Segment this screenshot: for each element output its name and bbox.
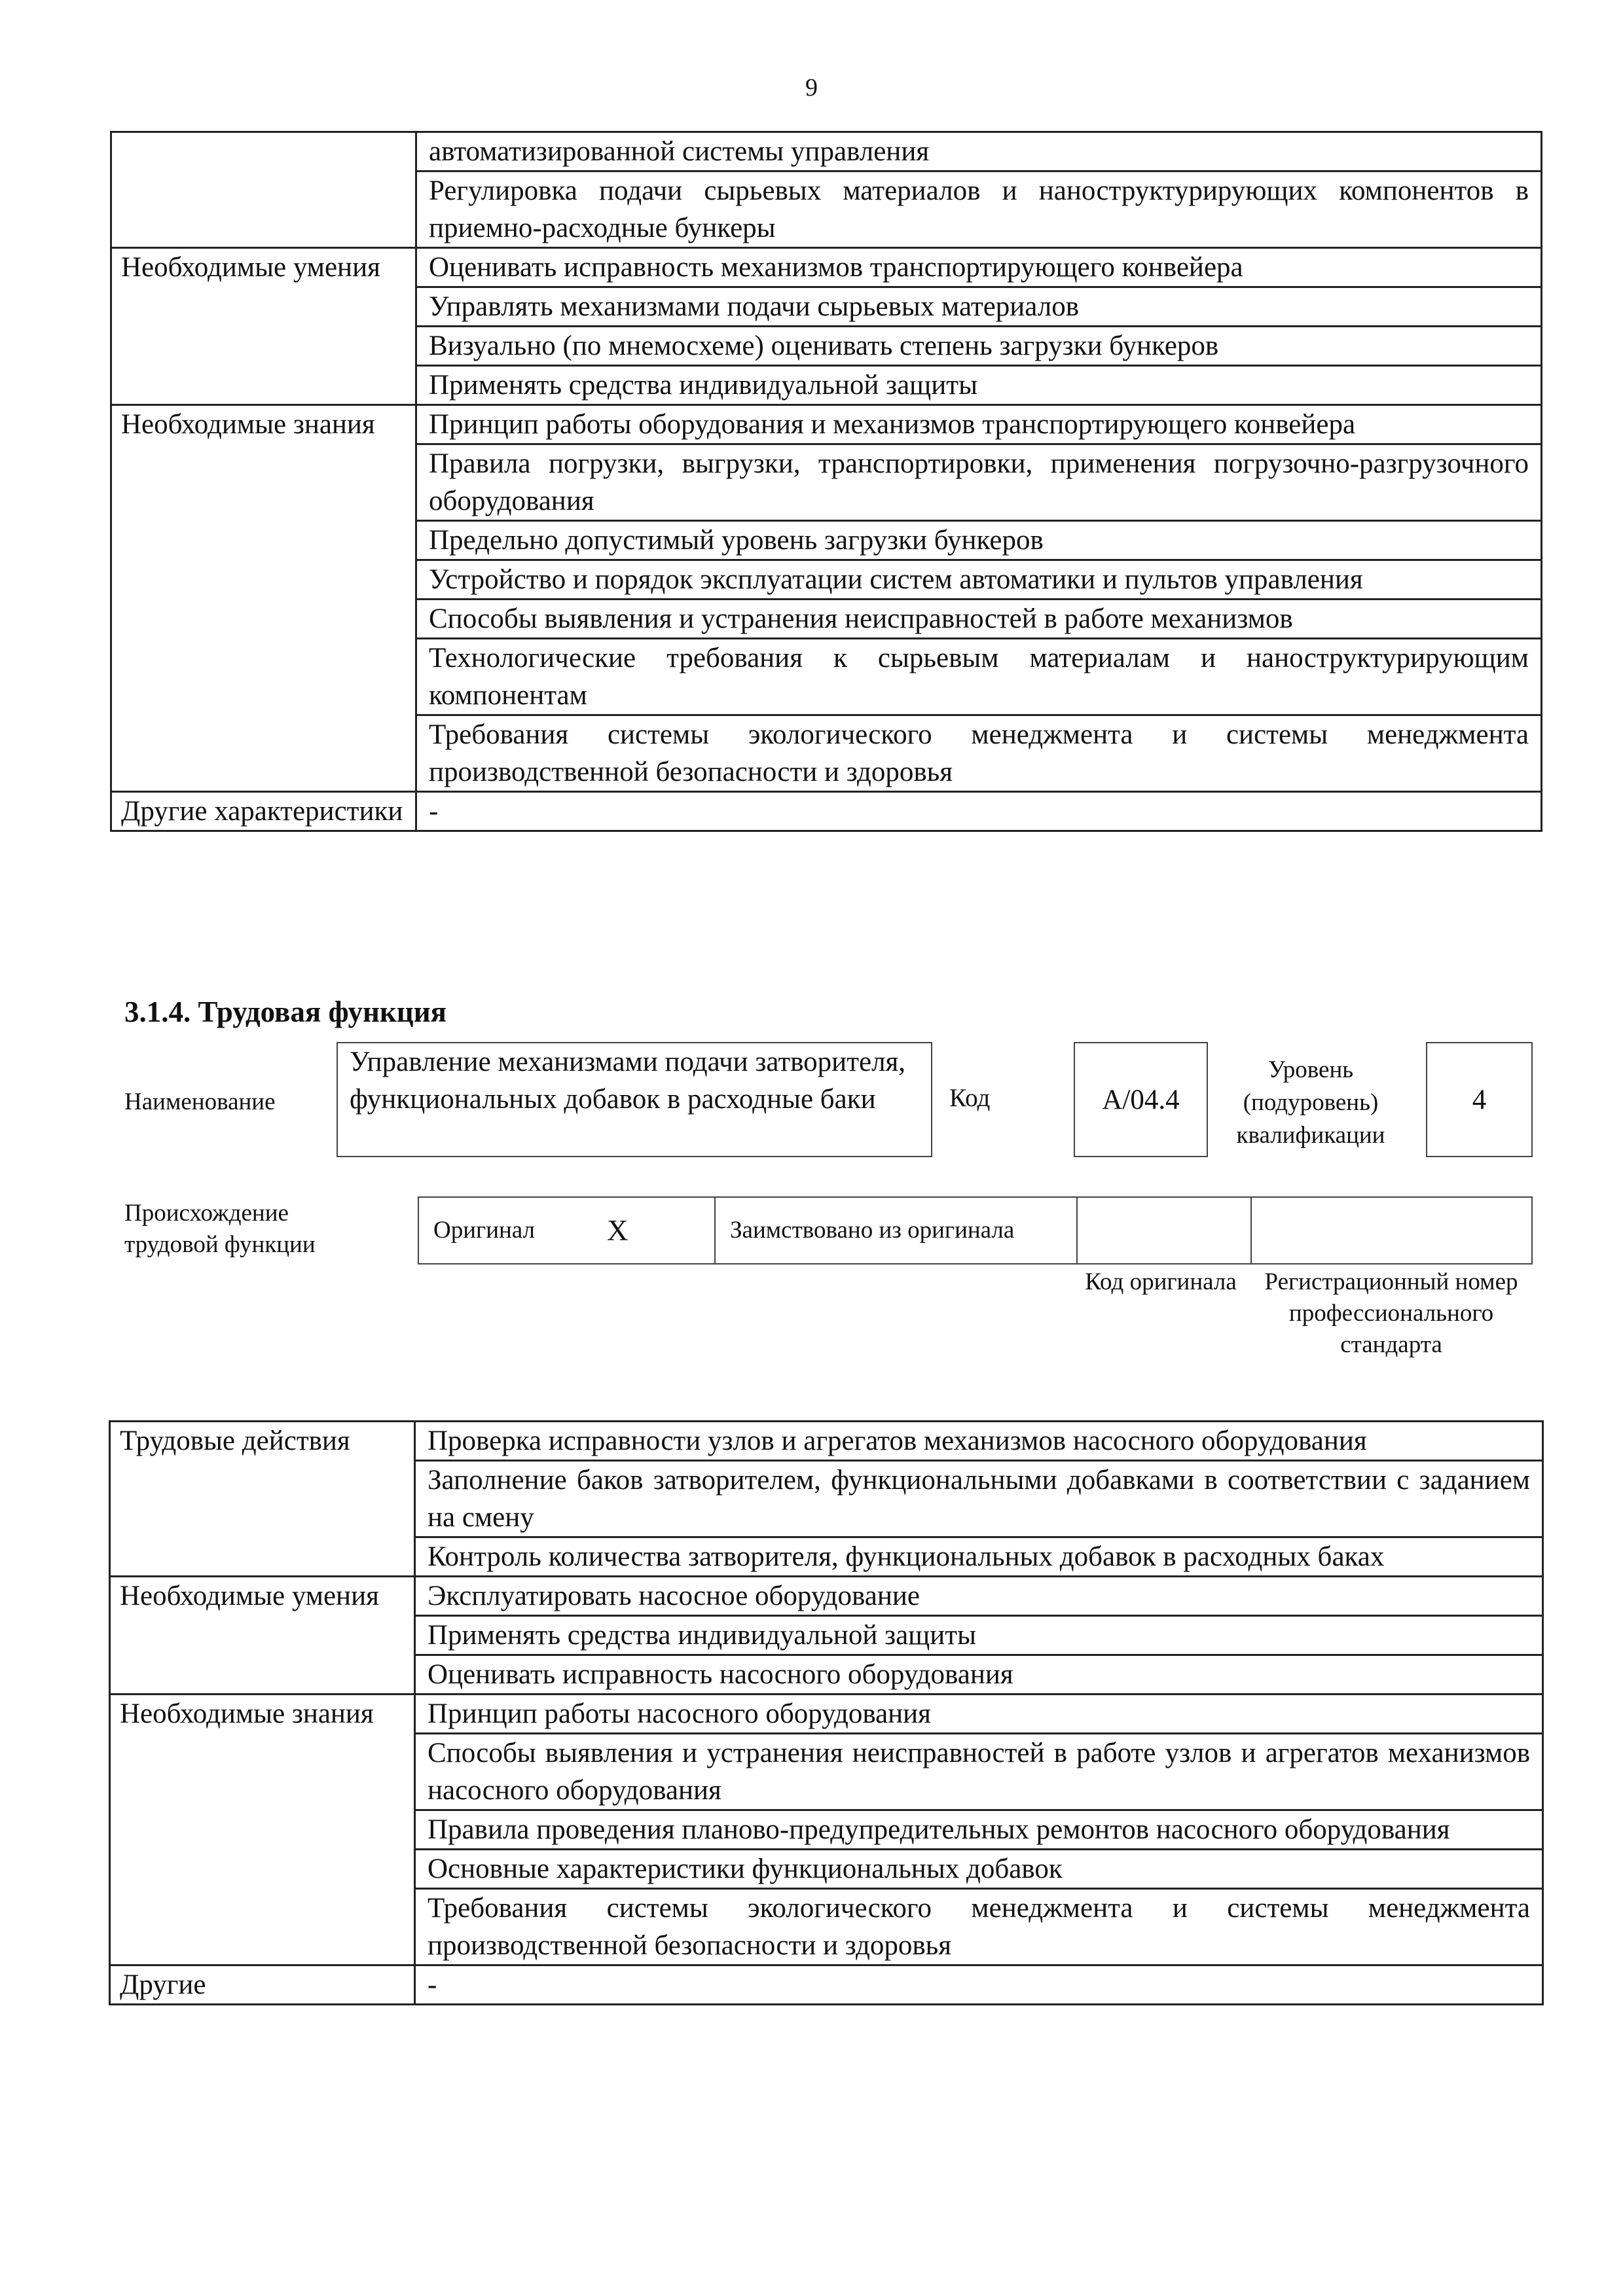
function-name-value: Управление механизмами подачи затворителя, функциональных добавок в расходные баки <box>337 1042 932 1157</box>
origin-borrowed-label: Заимствовано из оригинала <box>730 1217 1015 1244</box>
name-label: Наименование <box>124 1088 276 1115</box>
competency-table-1 <box>110 131 1542 832</box>
row-item: Визуально (по мнемосхеме) оценивать степень загрузки бункеров <box>416 327 1542 366</box>
row-item: Принцип работы насосного оборудования <box>415 1695 1543 1734</box>
row-category-label <box>111 132 416 248</box>
row-item: Технологические требования к сырьевым материалам и наноструктурирующим компонентам <box>416 639 1542 715</box>
row-item: Регулировка подачи сырьевых материалов и наноструктурирующих компонентов в приемно-расходные бункеры <box>416 171 1542 248</box>
row-category-label: Необходимые умения <box>110 1577 415 1695</box>
function-code-value: A/04.4 <box>1074 1042 1208 1157</box>
table-row <box>110 1965 1543 2005</box>
original-code-cell <box>1078 1198 1252 1263</box>
row-item: Заполнение баков затворителем, функциональными добавками в соответствии с заданием на смену <box>415 1461 1543 1537</box>
row-item: Применять средства индивидуальной защиты <box>416 366 1542 405</box>
row-item: Правила проведения планово-предупредительных ремонтов насосного оборудования <box>415 1810 1543 1850</box>
row-item: Принцип работы оборудования и механизмов транспортирующего конвейера <box>416 405 1542 444</box>
row-item: Способы выявления и устранения неисправностей в работе узлов и агрегатов механизмов насосного оборудования <box>415 1734 1543 1810</box>
row-item: Контроль количества затворителя, функциональных добавок в расходных баках <box>415 1537 1543 1577</box>
row-category-label: Необходимые умения <box>111 248 416 405</box>
origin-label: Происхождение трудовой функции <box>124 1200 316 1258</box>
table-row <box>110 1422 1543 1461</box>
registration-number-caption: Регистрационный номер профессионального стандарта <box>1264 1268 1518 1358</box>
row-item: Предельно допустимый уровень загрузки бункеров <box>416 521 1542 560</box>
row-item: Основные характеристики функциональных добавок <box>415 1850 1543 1889</box>
row-item: Управлять механизмами подачи сырьевых материалов <box>416 287 1542 327</box>
row-category-label: Другие характеристики <box>111 792 416 831</box>
row-item: автоматизированной системы управления <box>416 132 1542 171</box>
table-row <box>110 1695 1543 1734</box>
row-item: - <box>415 1965 1543 2005</box>
row-category-label: Необходимые знания <box>110 1695 415 1965</box>
row-item: Проверка исправности узлов и агрегатов механизмов насосного оборудования <box>415 1422 1543 1461</box>
row-item: Правила погрузки, выгрузки, транспортировки, применения погрузочно-разгрузочного оборудования <box>416 444 1542 521</box>
row-item: Оценивать исправность механизмов транспортирующего конвейера <box>416 248 1542 287</box>
row-item: Применять средства индивидуальной защиты <box>415 1616 1543 1655</box>
row-category-label: Необходимые знания <box>111 405 416 792</box>
qualification-level-value: 4 <box>1426 1042 1533 1157</box>
origin-borrowed-cell <box>716 1198 1078 1263</box>
table-row <box>111 132 1542 171</box>
competency-table-2 <box>109 1420 1544 2005</box>
row-item: Требования системы экологического менеджмента и системы менеджмента производственной безопасности и здоровья <box>416 715 1542 792</box>
table-row <box>111 792 1542 831</box>
page-number: 9 <box>805 74 818 101</box>
row-item: Устройство и порядок эксплуатации систем автоматики и пультов управления <box>416 560 1542 600</box>
qualification-level-label: Уровень (подуровень) квалификации <box>1236 1056 1385 1149</box>
row-item: Оценивать исправность насосного оборудования <box>415 1655 1543 1695</box>
section-heading: 3.1.4. Трудовая функция <box>124 996 447 1028</box>
code-label: Код <box>949 1084 991 1112</box>
origin-row <box>418 1196 1533 1265</box>
registration-number-cell <box>1252 1198 1531 1263</box>
row-item: Способы выявления и устранения неисправностей в работе механизмов <box>416 600 1542 639</box>
origin-mark: X <box>607 1214 629 1247</box>
table-row <box>110 1577 1543 1616</box>
row-category-label: Другие <box>110 1965 415 2005</box>
table-row <box>111 248 1542 287</box>
table-row <box>111 405 1542 444</box>
original-code-caption: Код оригинала <box>1085 1268 1237 1295</box>
row-item: Требования системы экологического менеджмента и системы менеджмента производственной безопасности и здоровья <box>415 1889 1543 1965</box>
origin-original-cell <box>419 1198 716 1263</box>
origin-original-label: Оригинал <box>433 1217 536 1244</box>
row-item: - <box>416 792 1542 831</box>
row-category-label: Трудовые действия <box>110 1422 415 1577</box>
row-item: Эксплуатировать насосное оборудование <box>415 1577 1543 1616</box>
